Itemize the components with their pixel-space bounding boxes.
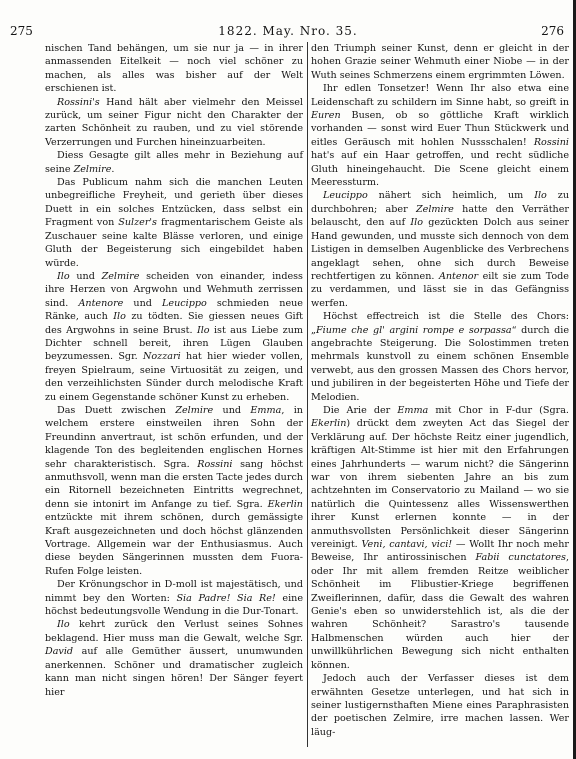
paragraph: Rossini's Hand hält aber vielmehr den Meissel zurück, um seiner Figur nicht den Charakter der zarten Schönheit zu rauben, und zu viel störende Verzerrungen und Furchen hineinzuarbeiten. [45,96,303,148]
page-number-left: 275 [10,24,33,38]
page-header [10,24,566,40]
left-column [45,42,303,699]
paragraph: Ihr edlen Tonsetzer! Wenn Ihr also etwa eine Leidenschaft zu schildern im Sinne habt, so greift in Euren Busen, ob so göttliche Kraft wirklich vorhanden — sonst wird Euer Thun Stückwerk und eitles Geräusch mit hohlen Nussschalen! Rossini hat's auf ein Haar getroffen, und recht südliche Gluth hineingehaucht. Die Scene gleicht einem Meeressturm. [311,83,569,189]
paragraph: Ilo und Zelmire scheiden von einander, indess ihre Herzen von Argwohn und Wehmuth zerrissen sind. Antenore und Leucippo schmieden neue Ränke, auch Ilo zu tödten. Sie giessen neues Gift des Argwohns in seine Brust. Ilo ist aus Liebe zum Dichter schnell bereit, ihren Lügen Glauben beyzumessen. Sgr. Nozzari hat hier wieder vollen, freyen Spielraum, seine Virtuosität zu zeigen, und den verzeihlichsten Sünder durch melodische Kraft zu einem Gegenstande schöner Kunst zu erheben. [45,270,304,403]
running-head: 1822. May. Nro. 35. [218,24,358,38]
paragraph: Ilo kehrt zurück den Verlust seines Sohnes beklagend. Hier muss man die Gewalt, welche Sgr. David auf alle Gemüther äussert, unumwunden anerkennen. Schöner und dramatischer zugleich kann man nicht singen hören! Der Sänger feyert hier [45,619,303,698]
paragraph: nischen Tand behängen, um sie nur ja — in ihrer anmassenden Eitelkeit — noch viel schöner zu machen, als alles was bisher auf der Welt erschienen ist. [45,43,303,95]
paragraph: Jedoch auch der Verfasser dieses ist dem erwähnten Gesetze unterlegen, und hat sich in seiner lustigernsthaften Miene eines Paraphrasisten der poetischen Zelmire, irre machen lassen. Wer läug- [311,673,569,738]
paragraph: Höchst effectreich ist die Stelle des Chors: „Fiume che gl' argini rompe e sorpassa“ durch die angebrachte Steigerung. Die Solostimmen treten mehrmals kunstvoll zu einem schönen Ensemble verwebt, aus den grossen Massen des Chors hervor, und jubiliren in der begeisterten Höhe und Tiefe der Melodien. [311,311,570,403]
column-rule [307,42,308,747]
paragraph: Das Duett zwischen Zelmire und Emma, in welchem erstere einstweilen ihren Sohn der Freundinn anvertraut, ist schön erfunden, und der klagende Ton des begleitenden englischen Hornes sehr charakteristisch. Sgra. Rossini sang höchst anmuthsvoll, wenn man die ersten Tacte jedes durch ein Ritornell bezeichneten Eintritts wegrechnet, denn sie intonirt im Anfange zu tief. Sgra. Ekerlin entzückte mit ihrem schönen, durch gemässigte Kraft ausgezeichneten und doch höchst glänzenden Vortrage. Allgemein war der Enthusiasmus. Auch diese beyden Sängerinnen mussten dem Fuora-Rufen Folge leisten. [45,404,303,577]
paragraph: Die Arie der Emma mit Chor in F-dur (Sgra. Ekerlin) drückt dem zweyten Act das Siegel der Verklärung auf. Der höchste Reitz einer jugendlich, kräftigen Alt-Stimme ist hier mit den Erfahrungen eines Jahrhunderts — warum nicht? die Sängerinn war von ihrem siebenten Jahre an bis zum achtzehnten im Conservatorio zu Mailand — wo sie natürlich die Quintessenz alles Wissenswerthen ihrer Kunst erlernen konnte — in der anmuthsvollsten Persönlichkeit dieser Sängerinn vereinigt. Veni, cantavi, vici! — Wollt Ihr noch mehr Beweise, Ihr antirossinischen Fabii cunctatores, oder Ihr mit allem fremden Reitze weiblicher Schönheit im Flibustier-Kriege begriffenen Zweiflerinnen, dafür, dass die Gewalt des wahren Genie's eben so unwiderstehlich ist, als die der wahren Schönheit? Sarastro's tausende Halbmenschen würden auch hier der unwillkührlichen Bewegung sich nicht enthalten können. [311,404,569,671]
paragraph: Der Krönungschor in D-moll ist majestätisch, und nimmt bey den Worten: Sia Padre! Sia Re! eine höchst bedeutungsvolle Wendung in die Dur-Tonart. [45,579,304,618]
paragraph: Diess Gesagte gilt alles mehr in Beziehung auf seine Zelmire. [45,150,303,175]
page-number-right: 276 [541,24,564,38]
paragraph: Leucippo nähert sich heimlich, um Ilo zu durchbohren; aber Zelmire hatte den Verräther belauscht, den auf Ilo gezückten Dolch aus seiner Hand gewunden, und musste sich dennoch von dem Listigen in demselben Augenblicke des Verbrechens angeklagt sehen, ohne sich durch Beweise rechtfertigen zu können. Antenor eilt sie zum Tode zu verdammen, und lässt sie in das Gefängniss werfen. [311,190,569,309]
paragraph: den Triumph seiner Kunst, denn er gleicht in der hohen Grazie seiner Wehmuth einer Niobe — in der Wuth seines Schmerzens einem ergrimmten Löwen. [311,43,569,81]
paragraph: Das Publicum nahm sich die manchen Leuten unbegreifliche Freyheit, und gerieth über dieses Duett in ein solches Entzücken, dass selbst ein Fragment von Sulzer's fragmentarischem Geiste als Zuschauer seine kalte Blässe verloren, und einige Gluth der Begeisterung sich eingebildet haben würde. [45,177,303,269]
right-column [311,42,569,739]
